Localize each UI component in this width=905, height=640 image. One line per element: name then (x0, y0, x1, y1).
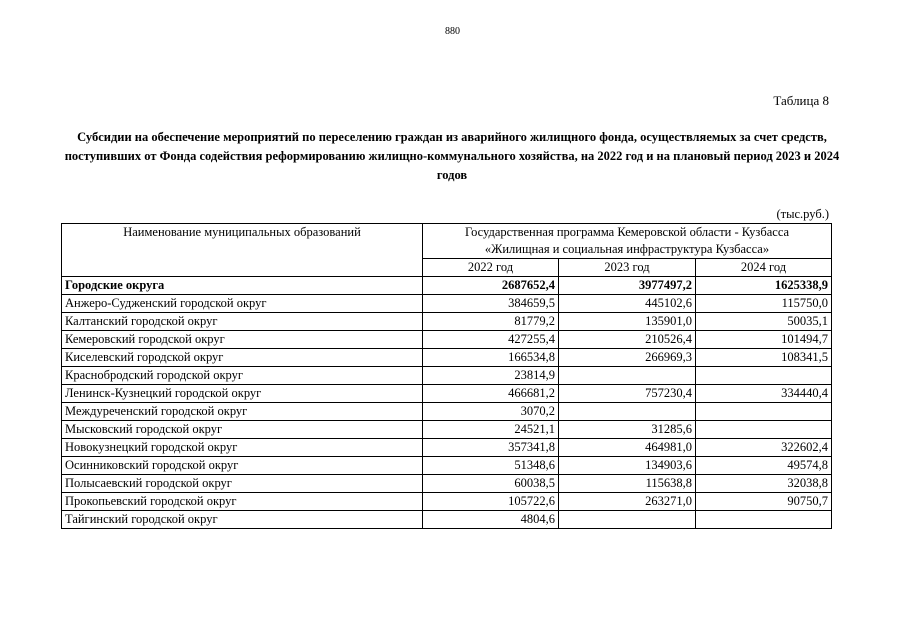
row-2024: 49574,8 (696, 457, 832, 475)
table-row (62, 313, 832, 331)
row-2024: 334440,4 (696, 385, 832, 403)
row-2024: 108341,5 (696, 349, 832, 367)
program-header-line2: «Жилищная и социальная инфраструктура Кузбасса» (484, 242, 770, 256)
row-2022: 357341,8 (423, 439, 559, 457)
table-row (62, 493, 832, 511)
header-row-program (62, 224, 832, 259)
table-row (62, 457, 832, 475)
page-number: 880 (445, 26, 460, 37)
table-row (62, 295, 832, 313)
table-row (62, 511, 832, 529)
total-2024: 1625338,9 (696, 277, 832, 295)
table-label: Таблица 8 (773, 93, 829, 108)
units-label: (тыс.руб.) (776, 207, 829, 221)
table-row (62, 385, 832, 403)
row-2023: 135901,0 (559, 313, 696, 331)
row-name: Осинниковский городской округ (62, 457, 423, 475)
row-2023: 464981,0 (559, 439, 696, 457)
table-row (62, 475, 832, 493)
column-header-2023: 2023 год (559, 259, 696, 277)
row-2024: 115750,0 (696, 295, 832, 313)
table-row (62, 349, 832, 367)
row-2023 (559, 367, 696, 385)
row-2024: 50035,1 (696, 313, 832, 331)
document-title: Субсидии на обеспечение мероприятий по переселению граждан из аварийного жилищного фонда, осуществляемых за счет средств, поступивших от Фонда содействия реформированию жилищно-коммунального хозяйства, на 2022 год и на плановый период 2023 и 2024 годов (64, 130, 840, 182)
row-name: Киселевский городской округ (62, 349, 423, 367)
total-2023: 3977497,2 (559, 277, 696, 295)
row-2024 (696, 421, 832, 439)
row-2022: 384659,5 (423, 295, 559, 313)
program-header-line1: Государственная программа Кемеровской области - Кузбасса (464, 225, 790, 239)
row-name: Калтанский городской округ (62, 313, 423, 331)
row-2023: 445102,6 (559, 295, 696, 313)
row-2024 (696, 511, 832, 529)
row-2024: 322602,4 (696, 439, 832, 457)
table-row (62, 421, 832, 439)
row-2022: 23814,9 (423, 367, 559, 385)
total-row (62, 277, 832, 295)
row-2023: 115638,8 (559, 475, 696, 493)
row-name: Прокопьевский городской округ (62, 493, 423, 511)
column-header-2024: 2024 год (696, 259, 832, 277)
subsidies-table (61, 223, 832, 529)
row-2024 (696, 367, 832, 385)
row-2022: 81779,2 (423, 313, 559, 331)
column-header-2022: 2022 год (423, 259, 559, 277)
table-row (62, 331, 832, 349)
row-2024: 32038,8 (696, 475, 832, 493)
table-row (62, 403, 832, 421)
row-2023: 266969,3 (559, 349, 696, 367)
row-2022: 60038,5 (423, 475, 559, 493)
row-2023 (559, 403, 696, 421)
row-2022: 466681,2 (423, 385, 559, 403)
row-2022: 166534,8 (423, 349, 559, 367)
table-row (62, 367, 832, 385)
table-row (62, 439, 832, 457)
row-name: Краснобродский городской округ (62, 367, 423, 385)
row-2022: 3070,2 (423, 403, 559, 421)
row-2024: 90750,7 (696, 493, 832, 511)
row-2024: 101494,7 (696, 331, 832, 349)
row-2022: 427255,4 (423, 331, 559, 349)
row-name: Новокузнецкий городской округ (62, 439, 423, 457)
row-2024 (696, 403, 832, 421)
column-header-program (423, 224, 832, 259)
row-2023: 757230,4 (559, 385, 696, 403)
row-name: Тайгинский городской округ (62, 511, 423, 529)
row-2023 (559, 511, 696, 529)
row-name: Ленинск-Кузнецкий городской округ (62, 385, 423, 403)
total-2022: 2687652,4 (423, 277, 559, 295)
total-name: Городские округа (62, 277, 423, 295)
row-2023: 210526,4 (559, 331, 696, 349)
row-2023: 134903,6 (559, 457, 696, 475)
row-name: Мысковский городской округ (62, 421, 423, 439)
row-2023: 263271,0 (559, 493, 696, 511)
column-header-name: Наименование муниципальных образований (62, 224, 423, 277)
row-name: Междуреченский городской округ (62, 403, 423, 421)
row-2022: 51348,6 (423, 457, 559, 475)
row-2022: 4804,6 (423, 511, 559, 529)
row-2022: 24521,1 (423, 421, 559, 439)
row-name: Анжеро-Судженский городской округ (62, 295, 423, 313)
row-2023: 31285,6 (559, 421, 696, 439)
row-name: Кемеровский городской округ (62, 331, 423, 349)
row-2022: 105722,6 (423, 493, 559, 511)
row-name: Полысаевский городской округ (62, 475, 423, 493)
